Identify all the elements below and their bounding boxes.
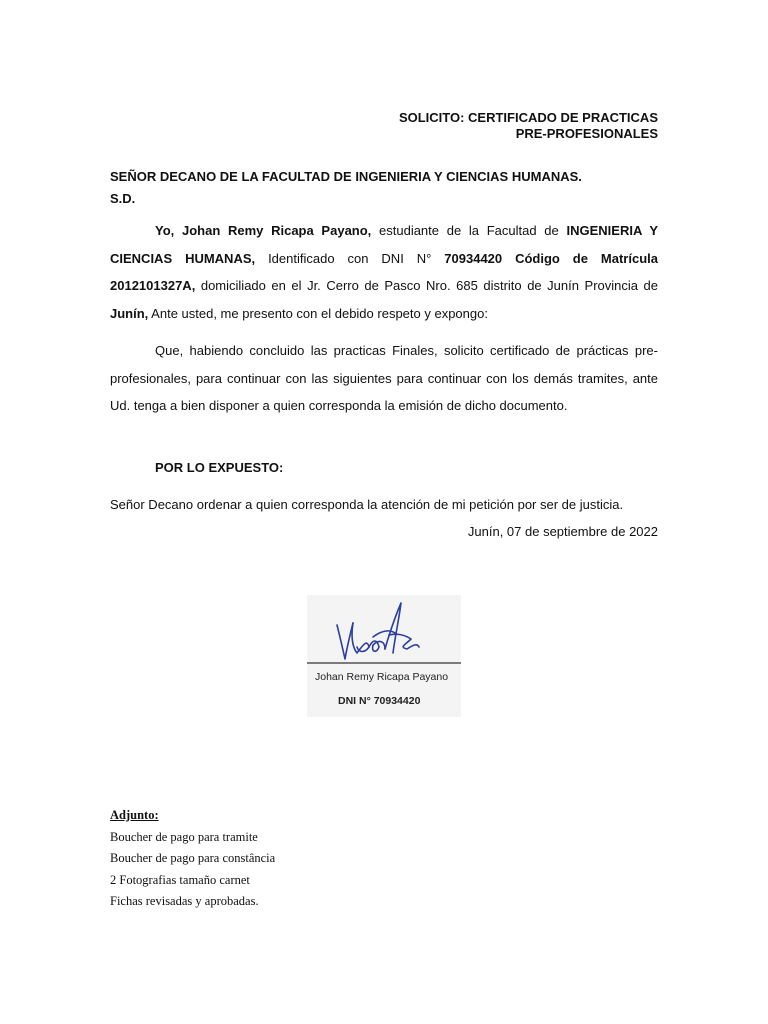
attachment-item: Boucher de pago para tramite [110,829,258,844]
para1-text-a: estudiante de la Facultad de [371,223,567,238]
date-line: Junín, 07 de septiembre de 2022 [467,524,658,539]
addressee-line-1: SEÑOR DECANO DE LA FACULTAD DE INGENIERIA Y CIENCIAS HUMANAS. [110,169,582,184]
request-subject [399,110,658,142]
faculty-name: INGENIERIA Y CIENCIAS HUMANAS, [110,223,658,266]
attachment-item: Boucher de pago para constância [110,851,276,865]
expuesto-heading: POR LO EXPUESTO: [155,460,284,475]
document-page [110,0,658,1024]
para1-text-d: Ante usted, me presento con el debido respeto y expongo: [148,305,488,321]
attachments [110,805,275,913]
signature-block [307,595,461,717]
applicant-name: Yo, Johan Remy Ricapa Payano, [155,223,372,238]
province-name: Junín, [110,305,149,321]
attachment-item: Fichas revisadas y aprobadas. [110,894,259,908]
para2-text: Que, habiendo concluido las practicas Finales, solicito certificado de prácticas pre-profesionales, para continuar con las siguientes para continuar con los demás tramites, ante Ud. tenga a bien disponer a quien corresponda la emisión de dicho documento. [110,343,658,413]
attachment-item: 2 Fotografias tamaño carnet [110,872,250,887]
paragraph-request [110,337,658,420]
addressee [110,166,582,210]
signature-dni: DNI N° 70934420 [338,695,421,707]
para1-text-b: Identificado con DNI N° [255,250,445,266]
attachments-title: Adjunto: [110,808,159,822]
addressee-line-2: S.D. [110,191,136,206]
para1-text-c: domiciliado en el Jr. Cerro de Pasco Nro. 685 distrito de Junín Provincia de [195,278,658,293]
request-line-1: SOLICITO: CERTIFICADO DE PRACTICAS [398,110,658,125]
petition-text: Señor Decano ordenar a quien corresponda la atención de mi petición por ser de justicia. [110,497,624,512]
paragraph-introduction [110,217,658,327]
dni-and-enrollment: 70934420 Código de Matrícula 2012101327A, [110,250,658,293]
signature-name: Johan Remy Ricapa Payano [315,671,449,683]
request-line-2: PRE-PROFESIONALES [515,126,658,141]
